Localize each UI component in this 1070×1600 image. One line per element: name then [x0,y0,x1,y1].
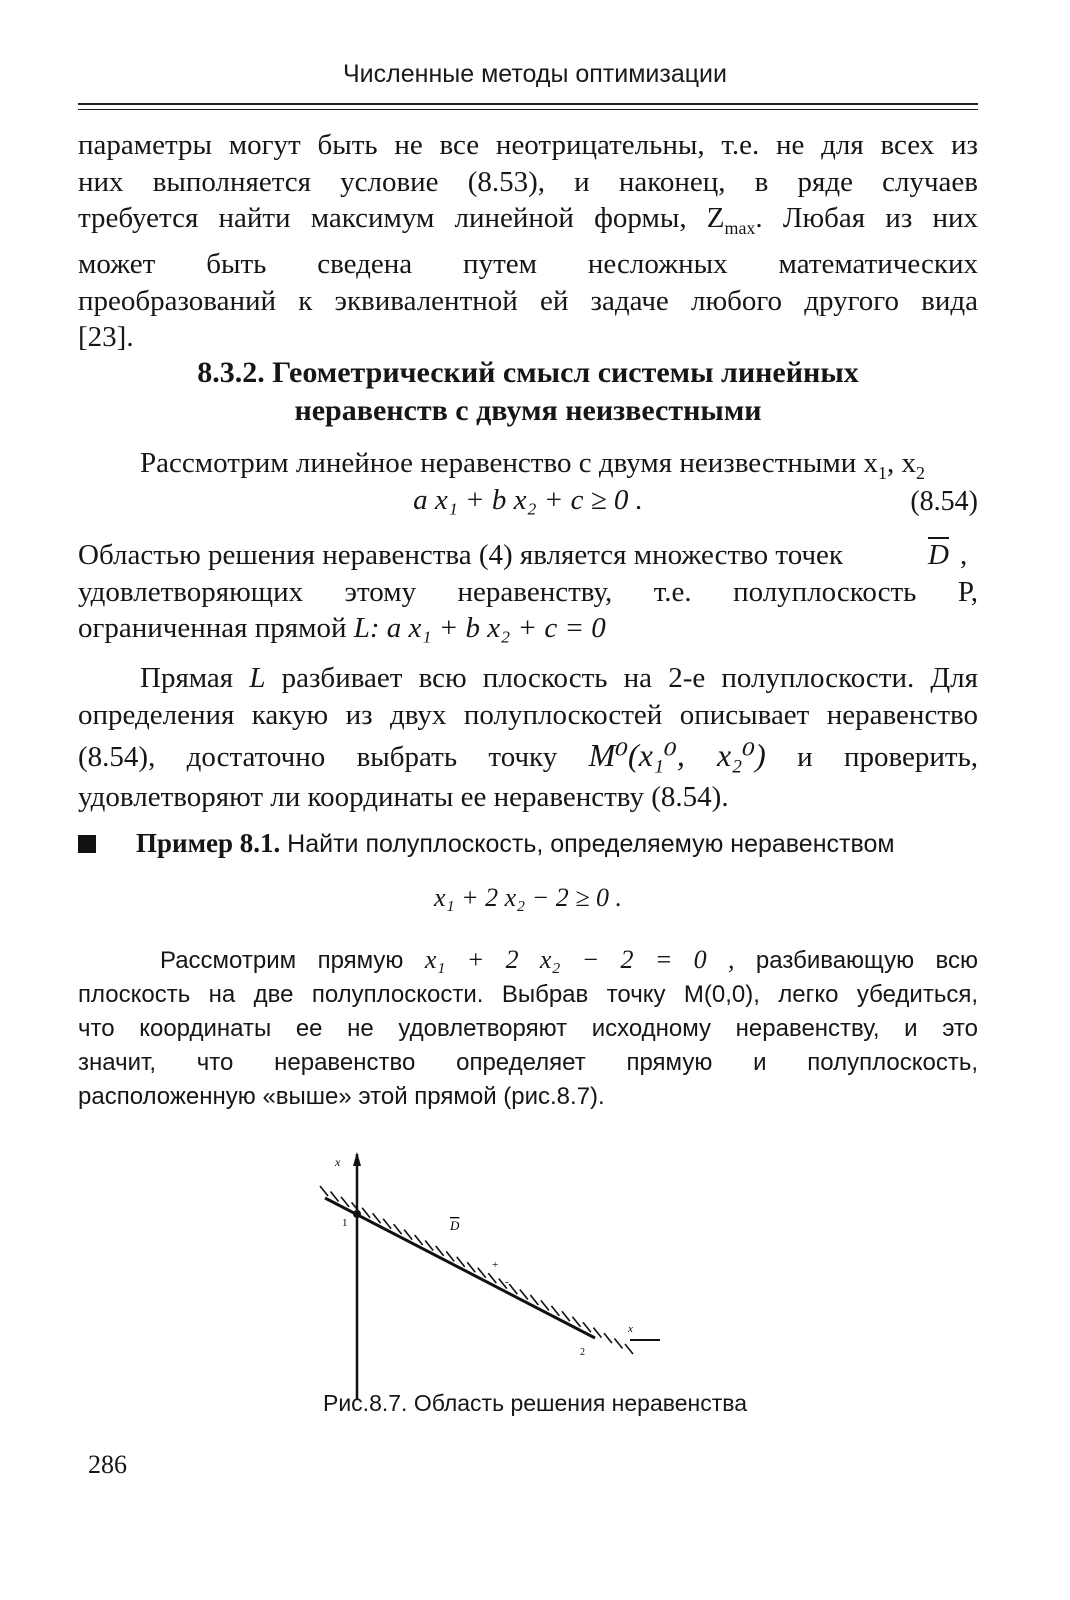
p4-line-1-math: x₁ + 2 x₂ − 2 = 0 , [424,945,735,974]
header-rule-thin [78,109,978,110]
p3-line-3-a: (8.54), достаточно выбрать точку [78,741,558,773]
p2-line-1-comma: , [960,539,968,571]
example-text: Найти полуплоскость, определяемую неравенством [287,830,895,858]
equation-8-54: a x₁ + b x₂ + c ≥ 0 . [413,484,643,516]
example-bullet-icon [78,835,96,853]
p3-line-1-L: L [249,662,266,694]
running-head: Численные методы оптимизации [343,60,727,88]
p3-line-1-b: разбивает всю плоскость на 2-е полуплоскости. Для [281,662,978,694]
p4-line-1-a: Рассмотрим прямую [160,947,404,974]
x2-axis-arrow-icon [353,1152,361,1166]
example-label: Пример 8.1. [136,828,281,858]
p4-line-3: что координаты ее не удовлетворяют исходному неравенству, и это [78,1015,978,1042]
minus-label: - [505,1276,509,1288]
p3-line-2: определения какую из двух полуплоскостей описывает неравенство [78,698,978,731]
intro-line-5: преобразований к эквивалентной ей задаче любого другого вида [78,284,978,317]
header-rule-thick [78,103,978,105]
p4-line-1 [78,943,978,978]
point-m0: M⁰(x₁⁰, x₂⁰) [588,737,766,773]
example-8-1 [78,827,895,860]
x2-axis-label: x [335,1155,341,1169]
intro-line-3-tail: . Любая из них [755,202,978,234]
x1-axis-label: x [628,1323,633,1335]
intro-line-4: может быть сведена путем несложных математических [78,248,978,281]
tick-1-label: 1 [342,1217,348,1229]
p2-line-2: удовлетворяющих этому неравенству, т.е. полуплоскость P, [78,575,978,608]
p3-line-3-b: и проверить, [797,741,979,773]
p2-paragraph [78,537,978,647]
equation-8-54-number: (8.54) [910,486,978,517]
intercept-point [353,1210,361,1218]
section-heading-line-1: 8.3.2. Геометрический смысл системы линейных [197,356,859,389]
p1-sub1: 1 [878,462,887,483]
hatch-mark [625,1344,633,1354]
p4-line-4: значит, что неравенство определяет прямую и полуплоскость, [78,1049,978,1076]
region-d-label: D [450,1218,460,1233]
p4-line-1-b: разбивающую всю [755,947,978,974]
p4-line-2: плоскость на две полуплоскости. Выбрав точку M(0,0), легко убедиться, [78,981,978,1008]
intro-line-1: параметры могут быть не все неотрицательны, т.е. не для всех из [78,129,978,161]
section-heading [78,354,978,430]
section-heading-line-2: неравенств с двумя неизвестными [294,394,762,427]
intro-line-6: [23]. [78,321,134,354]
p2-line-1-text: Областью решения неравенства (4) является множество точек [78,539,844,571]
figure-caption: Рис.8.7. Область решения неравенства [322,1390,748,1416]
intro-line-3-text: требуется найти максимум линейной формы, Z [78,202,725,234]
page-number: 286 [88,1450,127,1479]
hatch-mark [614,1339,622,1349]
p3-line-1-a: Прямая [140,662,234,694]
plus-label: + [492,1259,499,1271]
p3-paragraph [78,660,978,816]
hatching [320,1186,633,1354]
p2-line-3-math: L: a x₁ + b x₂ + c = 0 [353,612,606,644]
p3-line-4: удовлетворяют ли координаты ее неравенству (8.54). [78,781,729,813]
p3-line-3 [78,733,978,779]
p2-line-3-text: ограниченная прямой [78,612,347,644]
intro-line-2: них выполняется условие (8.53), и наконец, в ряде случаев [78,165,978,198]
intro-paragraph [78,127,978,356]
p1-text: Рассмотрим линейное неравенство с двумя неизвестными x [140,447,879,479]
tick-2-label: 2 [580,1347,585,1358]
zmax-subscript: max [724,217,756,238]
p4-line-5: расположенную «выше» этой прямой (рис.8.7). [78,1083,605,1110]
d-bar-symbol: $\overline{D}$ [928,539,949,571]
p2-line-1 [78,537,978,574]
equation-example: x₁ + 2 x₂ − 2 ≥ 0 . [433,883,623,912]
p1-mid: , x [887,447,916,479]
intro-line-3 [78,200,978,246]
p2-line-3 [78,610,978,647]
hatch-mark [320,1186,328,1196]
p3-line-1 [78,660,978,697]
p1-sub2: 2 [916,462,925,483]
figure-8-7 [310,1150,700,1400]
p4-paragraph [78,943,978,1114]
boundary-line [325,1198,595,1338]
hatch-mark [604,1333,612,1343]
